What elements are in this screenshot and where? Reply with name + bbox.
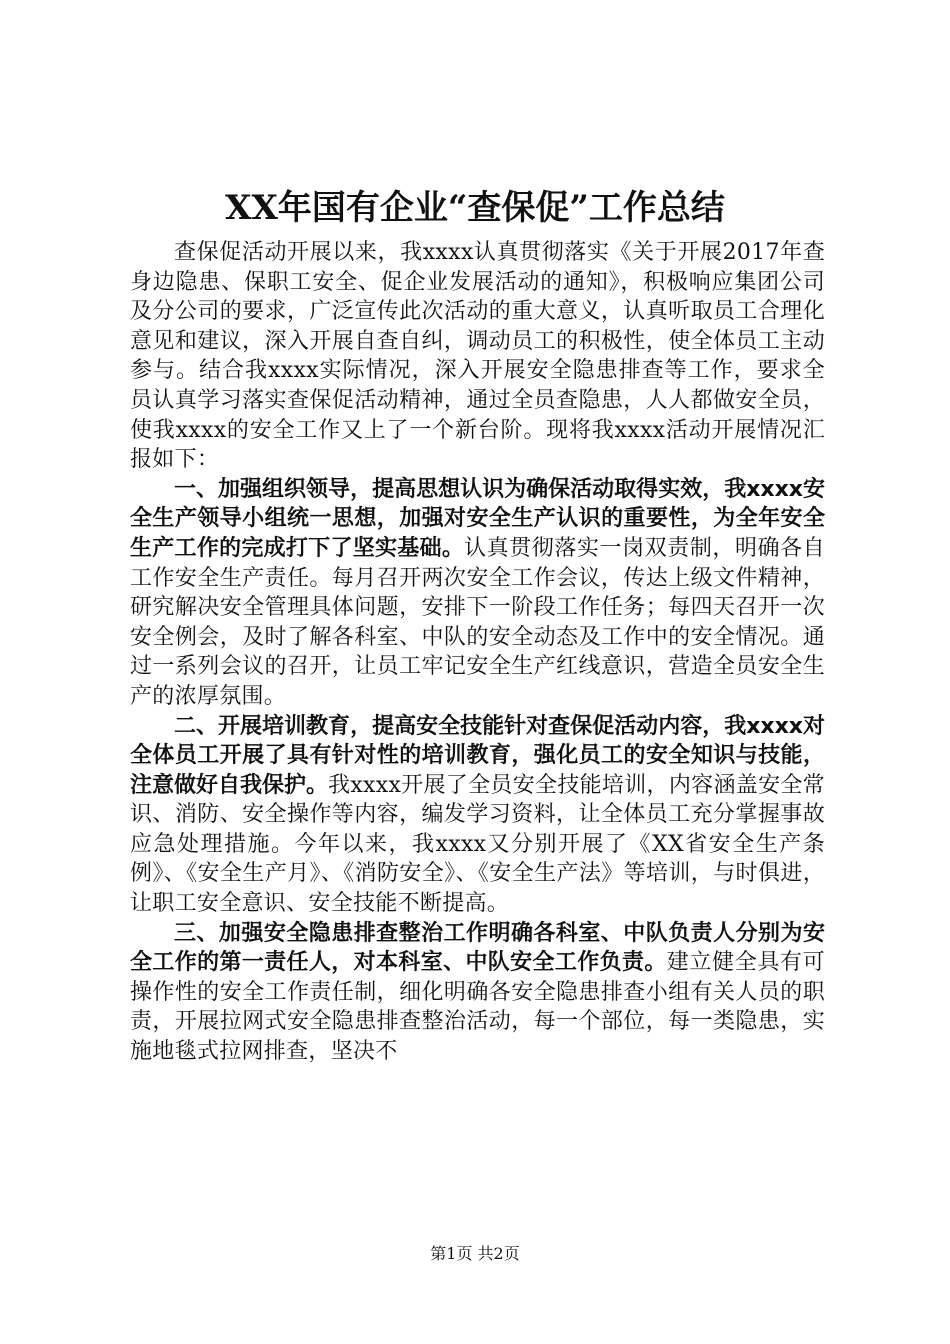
paragraph-intro [130, 238, 825, 475]
page-footer: 第1页 共2页 [430, 1244, 520, 1263]
paragraph-section-2 [130, 712, 825, 919]
paragraph-section-3 [130, 919, 825, 1067]
section-heading: 一、加强组织领导，提高思想认识为确保活动取得实效，我xxxx安全生产领导小组统一思想，加强对安全生产认识的重要性，为全年安全生产工作的完成打下了坚实基础。 [130, 476, 825, 561]
section-heading: 二、开展培训教育，提高安全技能针对查保促活动内容，我xxxx对全体员工开展了具有针对性的培训教育，强化员工的安全知识与技能，注意做好自我保护。 [130, 713, 825, 798]
paragraph-text: 查保促活动开展以来，我xxxx认真贯彻落实《关于开展2017年查身边隐患、保职工安全、促企业发展活动的通知》，积极响应集团公司及分公司的要求，广泛宣传此次活动的重大意义，认真听取员工合理化意见和建议，深入开展自查自纠，调动员工的积极性，使全体员工主动参与。结合我xxxx实际情况，深入开展安全隐患排查等工作，要求全员认真学习落实查保促活动精神，通过全员查隐患，人人都做安全员，使我xxxx的安全工作又上了一个新台阶。现将我xxxx活动开展情况汇报如下： [130, 240, 825, 473]
document-body [130, 238, 825, 1067]
paragraph-text: 建立健全具有可操作性的安全工作责任制，细化明确各安全隐患排查小组有关人员的职责，开展拉网式安全隐患排查整治活动，每一个部位，每一类隐患，实施地毯式拉网排查，坚决不 [130, 950, 825, 1065]
section-heading: 三、加强安全隐患排查整治工作明确各科室、中队负责人分别为安全工作的第一责任人，对本科室、中队安全工作负责。 [130, 920, 825, 976]
document-title: XX年国有企业“查保促”工作总结 [225, 188, 725, 228]
paragraph-text: 认真贯彻落实一岗双责制，明确各自工作安全生产责任。每月召开两次安全工作会议，传达上级文件精神，研究解决安全管理具体问题，安排下一阶段工作任务；每四天召开一次安全例会，及时了解各科室、中队的安全动态及工作中的安全情况。通过一系列会议的召开，让员工牢记安全生产红线意识，营造全员安全生产的浓厚氛围。 [130, 535, 825, 709]
paragraph-text: 我xxxx开展了全员安全技能培训，内容涵盖安全常识、消防、安全操作等内容，编发学习资料，让全体员工充分掌握事故应急处理措施。今年以来，我xxxx又分别开展了《XX省安全生产条例》、《安全生产月》、《消防安全》、《安全生产法》等培训，与时俱进，让职工安全意识、安全技能不断提高。 [130, 772, 825, 917]
paragraph-section-1 [130, 475, 825, 712]
